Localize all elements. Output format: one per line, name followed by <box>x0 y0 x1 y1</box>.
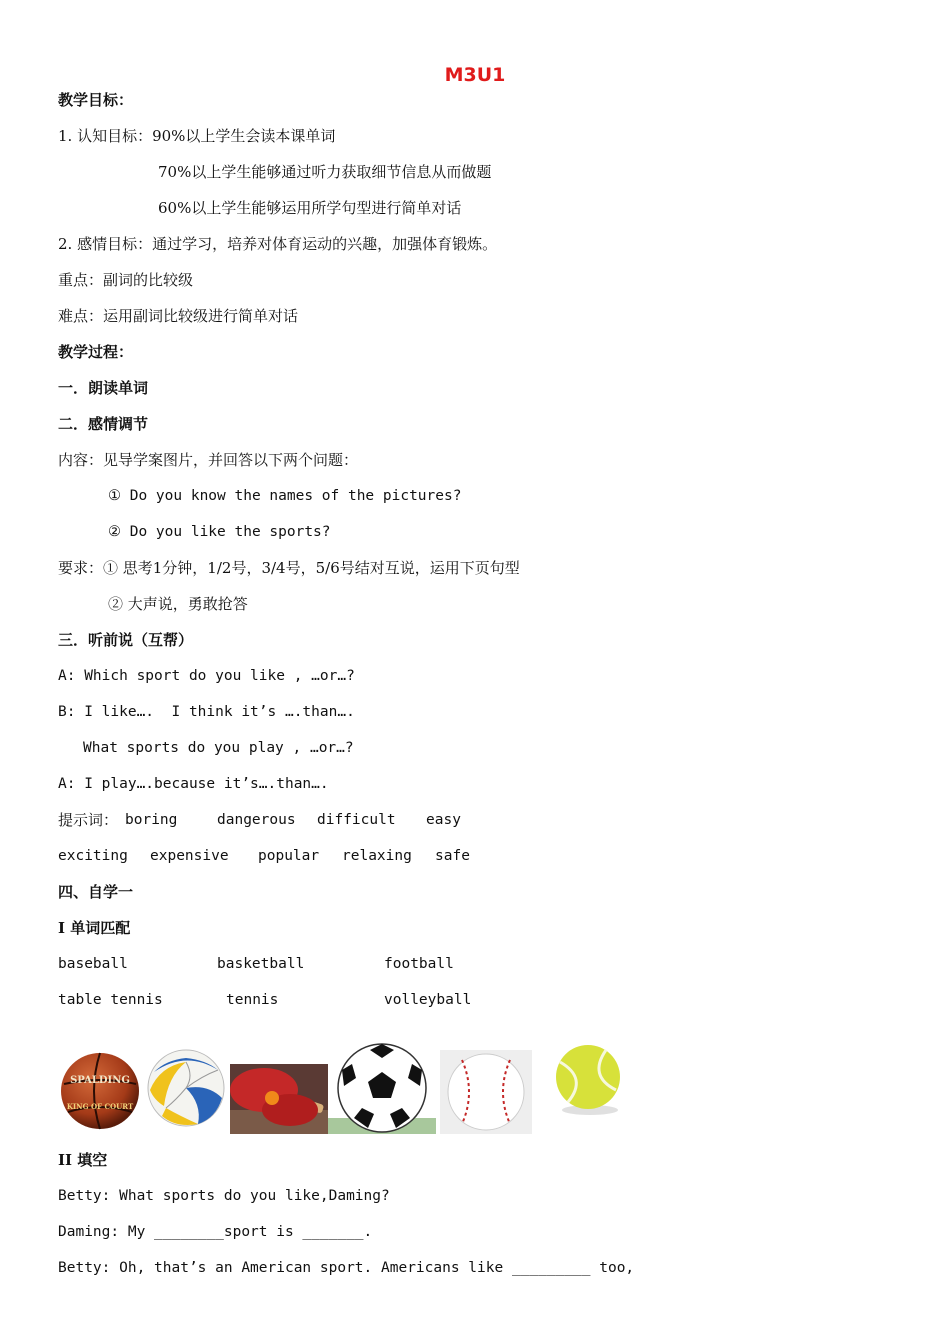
objective-line: 60%以上学生能够运用所学句型进行简单对话 <box>158 199 462 217</box>
section-heading: 一．朗读单词 <box>58 379 149 397</box>
objectives-heading: 教学目标： <box>58 91 134 109</box>
objective-line: 1. 认知目标：90%以上学生会读本课单词 <box>58 127 336 145</box>
hint-word: exciting <box>58 848 128 864</box>
match-word: football <box>384 956 454 972</box>
section-heading: 二．感情调节 <box>58 415 149 433</box>
section-heading: 四、自学一 <box>58 883 134 901</box>
part-heading: Ⅰ 单词匹配 <box>58 919 131 937</box>
requirement-line: ② 大声说，勇敢抢答 <box>108 595 248 613</box>
basketball-image <box>58 1050 142 1132</box>
fill-line: Betty: Oh, that’s an American sport. Americans like _________ too, <box>58 1260 635 1276</box>
requirement-line: 要求：① 思考1分钟，1/2号，3/4号，5/6号结对互说，运用下页句型 <box>58 559 520 577</box>
objective-line: 2. 感情目标：通过学习，培养对体育运动的兴趣，加强体育锻炼。 <box>58 235 498 253</box>
hint-word: difficult <box>317 812 396 828</box>
objective-line: 70%以上学生能够通过听力获取细节信息从而做题 <box>158 163 492 181</box>
part-heading: II 填空 <box>58 1151 108 1169</box>
question-line: ② Do you like the sports? <box>108 524 331 540</box>
page-title: M3U1 <box>444 64 506 86</box>
match-word: baseball <box>58 956 128 972</box>
difficult-point: 难点：运用副词比较级进行简单对话 <box>58 307 299 325</box>
hint-word: safe <box>435 848 470 864</box>
hint-label: 提示词： <box>58 811 119 829</box>
baseball-image <box>440 1050 532 1134</box>
hint-word: boring <box>125 812 178 828</box>
content-line: 内容：见导学案图片，并回答以下两个问题： <box>58 451 359 469</box>
hint-word: relaxing <box>342 848 412 864</box>
hint-word: easy <box>426 812 461 828</box>
dialogue-line: A: Which sport do you like , …or…? <box>58 668 355 684</box>
dialogue-line: B: I like…. I think it’s ….than…. <box>58 704 355 720</box>
football-image <box>328 1042 436 1134</box>
match-word: volleyball <box>384 992 472 1008</box>
basketball-brand-text: SPALDING <box>70 1075 130 1086</box>
basketball-model-text: KING OF COURT <box>66 1102 134 1111</box>
fill-line: Daming: My ________sport is _______. <box>58 1224 373 1240</box>
process-heading: 教学过程： <box>58 343 134 361</box>
dialogue-line: A: I play….because it’s….than…. <box>58 776 329 792</box>
hint-word: expensive <box>150 848 229 864</box>
tennis-ball-image <box>548 1040 628 1118</box>
match-word: tennis <box>226 992 279 1008</box>
hint-word: popular <box>258 848 320 864</box>
table-tennis-image <box>230 1064 328 1134</box>
section-heading: 三．听前说（互帮） <box>58 631 194 649</box>
volleyball-image <box>146 1046 226 1130</box>
match-word: basketball <box>217 956 305 972</box>
match-word: table tennis <box>58 992 163 1008</box>
question-line: ① Do you know the names of the pictures? <box>108 488 462 504</box>
dialogue-line: What sports do you play , …or…? <box>83 740 354 756</box>
fill-line: Betty: What sports do you like,Daming? <box>58 1188 390 1204</box>
hint-word: dangerous <box>217 812 296 828</box>
key-point: 重点：副词的比较级 <box>58 271 194 289</box>
